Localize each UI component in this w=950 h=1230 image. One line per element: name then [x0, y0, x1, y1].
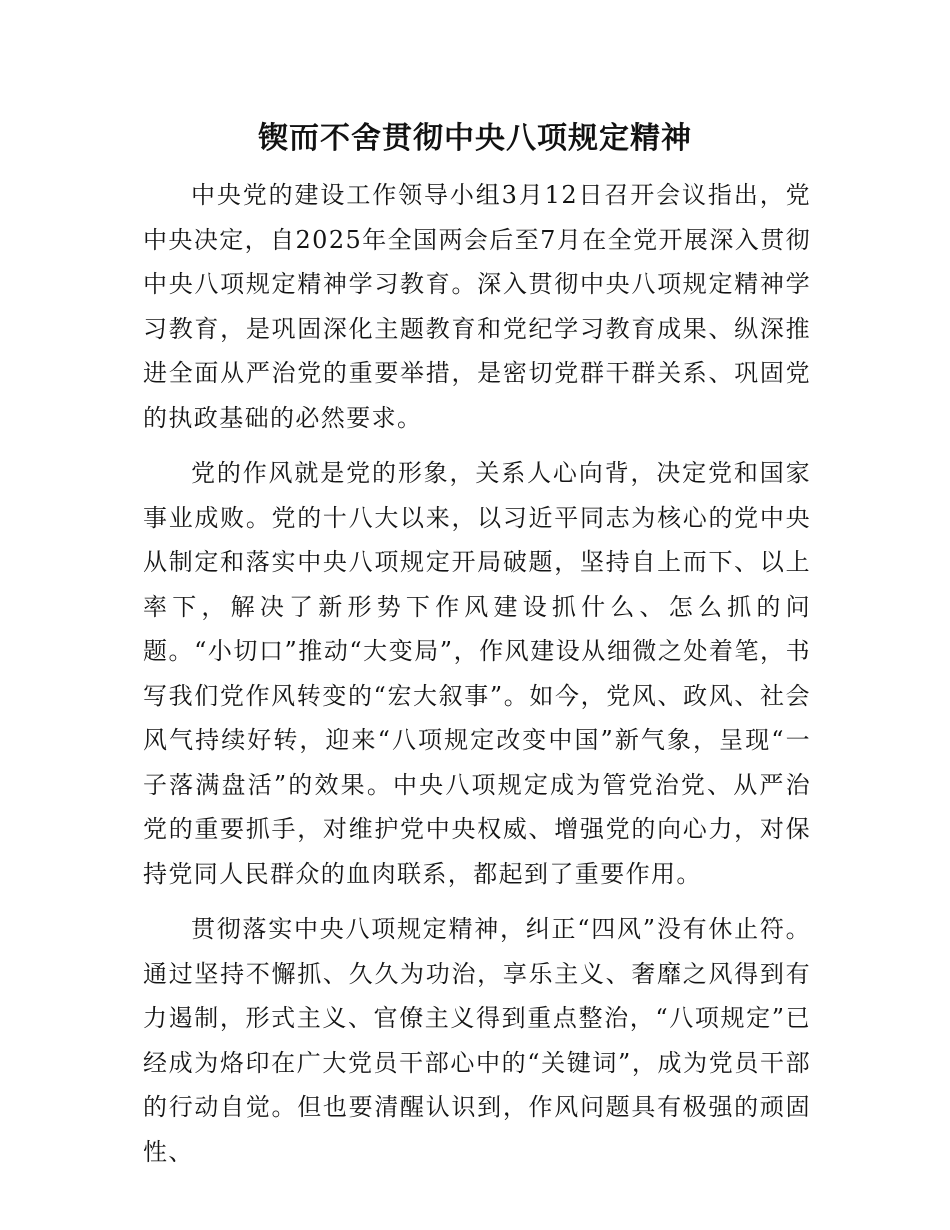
- paragraph-3: 贯彻落实中央八项规定精神，纠正“四风”没有休止符。通过坚持不懈抓、久久为功治，享乐主义、奢靡之风得到有力遏制，形式主义、官僚主义得到重点整治，“八项规定”已经成为烙印在广大党员干部心中的“关键词”，成为党员干部的行动自觉。但也要清醒认识到，作风问题具有极强的顽固性、: [143, 915, 811, 1166]
- document-title: 锲而不舍贯彻中央八项规定精神: [258, 121, 692, 156]
- paragraph-1: 中央党的建设工作领导小组3月12日召开会议指出，党中央决定，自2025年全国两会后至7月在全党开展深入贯彻中央八项规定精神学习教育。深入贯彻中央八项规定精神学习教育，是巩固深化主题教育和党纪学习教育成果、纵深推进全面从严治党的重要举措，是密切党群干群关系、巩固党的执政基础的必然要求。: [143, 181, 811, 432]
- paragraph-2: 党的作风就是党的形象，关系人心向背，决定党和国家事业成败。党的十八大以来，以习近平同志为核心的党中央从制定和落实中央八项规定开局破题，坚持自上而下、以上率下，解决了新形势下作风建设抓什么、怎么抓的问题。“小切口”推动“大变局”，作风建设从细微之处着笔，书写我们党作风转变的“宏大叙事”。如今，党风、政风、社会风气持续好转，迎来“八项规定改变中国”新气象，呈现“一子落满盘活”的效果。中央八项规定成为管党治党、从严治党的重要抓手，对维护党中央权威、增强党的向心力，对保持党同人民群众的血肉联系，都起到了重要作用。: [143, 459, 811, 888]
- document-body: [143, 173, 811, 1174]
